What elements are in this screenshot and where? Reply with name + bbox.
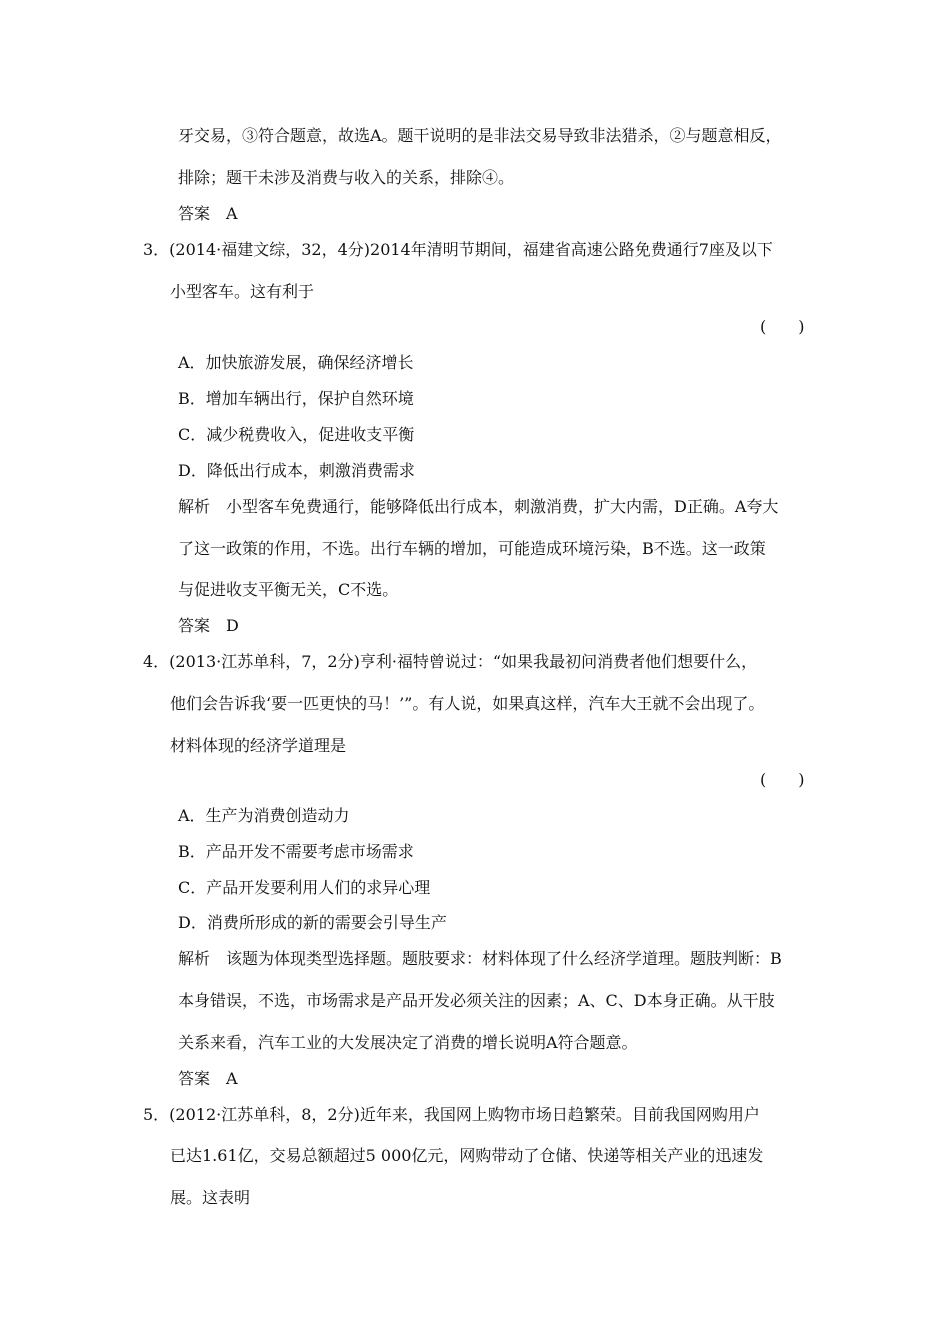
question-4-stem: 4．(2013·江苏单科，7，2分)亨利·福特曾说过：“如果我最初问消费者他们想要什么， (143, 652, 758, 671)
question-3-stem: 小型客车。这有利于 (170, 282, 315, 301)
option-c: C．产品开发要利用人们的求异心理 (178, 878, 431, 897)
answer-line: 答案 A (178, 1069, 238, 1088)
analysis-line: 解析 该题为体现类型选择题。题肢要求：材料体现了什么经济学道理。题肢判断：B (178, 949, 782, 968)
option-b: B．产品开发不需要考虑市场需求 (178, 842, 414, 861)
text-line: 排除；题干未涉及消费与收入的关系，排除④。 (178, 168, 515, 187)
question-4-stem: 材料体现的经济学道理是 (170, 736, 347, 755)
answer-bracket: ( ) (760, 317, 805, 336)
option-d: D．消费所形成的新的需要会引导生产 (178, 913, 447, 932)
option-b: B．增加车辆出行，保护自然环境 (178, 389, 414, 408)
analysis-line: 与促进收支平衡无关，C不选。 (178, 580, 399, 599)
option-a: A．加快旅游发展，确保经济增长 (178, 353, 414, 372)
question-5-stem: 展。这表明 (170, 1188, 251, 1207)
question-3-stem: 3．(2014·福建文综，32，4分)2014年清明节期间，福建省高速公路免费通行7座及以下 (143, 240, 773, 259)
question-5-stem: 已达1.61亿，交易总额超过5 000亿元，网购带动了仓储、快递等相关产业的迅速发 (170, 1146, 764, 1165)
answer-line: 答案 D (178, 616, 239, 635)
question-4-stem: 他们会告诉我‘要一匹更快的马！’”。有人说，如果真这样，汽车大王就不会出现了。 (170, 694, 765, 713)
answer-line: 答案 A (178, 204, 238, 223)
analysis-line: 关系来看，汽车工业的大发展决定了消费的增长说明A符合题意。 (178, 1033, 638, 1052)
option-a: A．生产为消费创造动力 (178, 806, 350, 825)
option-d: D．降低出行成本，刺激消费需求 (178, 461, 415, 480)
analysis-line: 本身错误，不选，市场需求是产品开发必须关注的因素；A、C、D本身正确。从干肢 (178, 991, 775, 1010)
option-c: C．减少税费收入，促进收支平衡 (178, 425, 415, 444)
analysis-line: 解析 小型客车免费通行，能够降低出行成本，刺激消费，扩大内需，D正确。A夸大 (178, 497, 779, 516)
analysis-line: 了这一政策的作用，不选。出行车辆的增加，可能造成环境污染，B不选。这一政策 (178, 539, 766, 558)
answer-bracket: ( ) (760, 770, 805, 789)
question-5-stem: 5．(2012·江苏单科，8，2分)近年来，我国网上购物市场日趋繁荣。目前我国网购用户 (143, 1105, 760, 1124)
text-line: 牙交易，③符合题意，故选A。题干说明的是非法交易导致非法猎杀，②与题意相反， (178, 126, 782, 145)
